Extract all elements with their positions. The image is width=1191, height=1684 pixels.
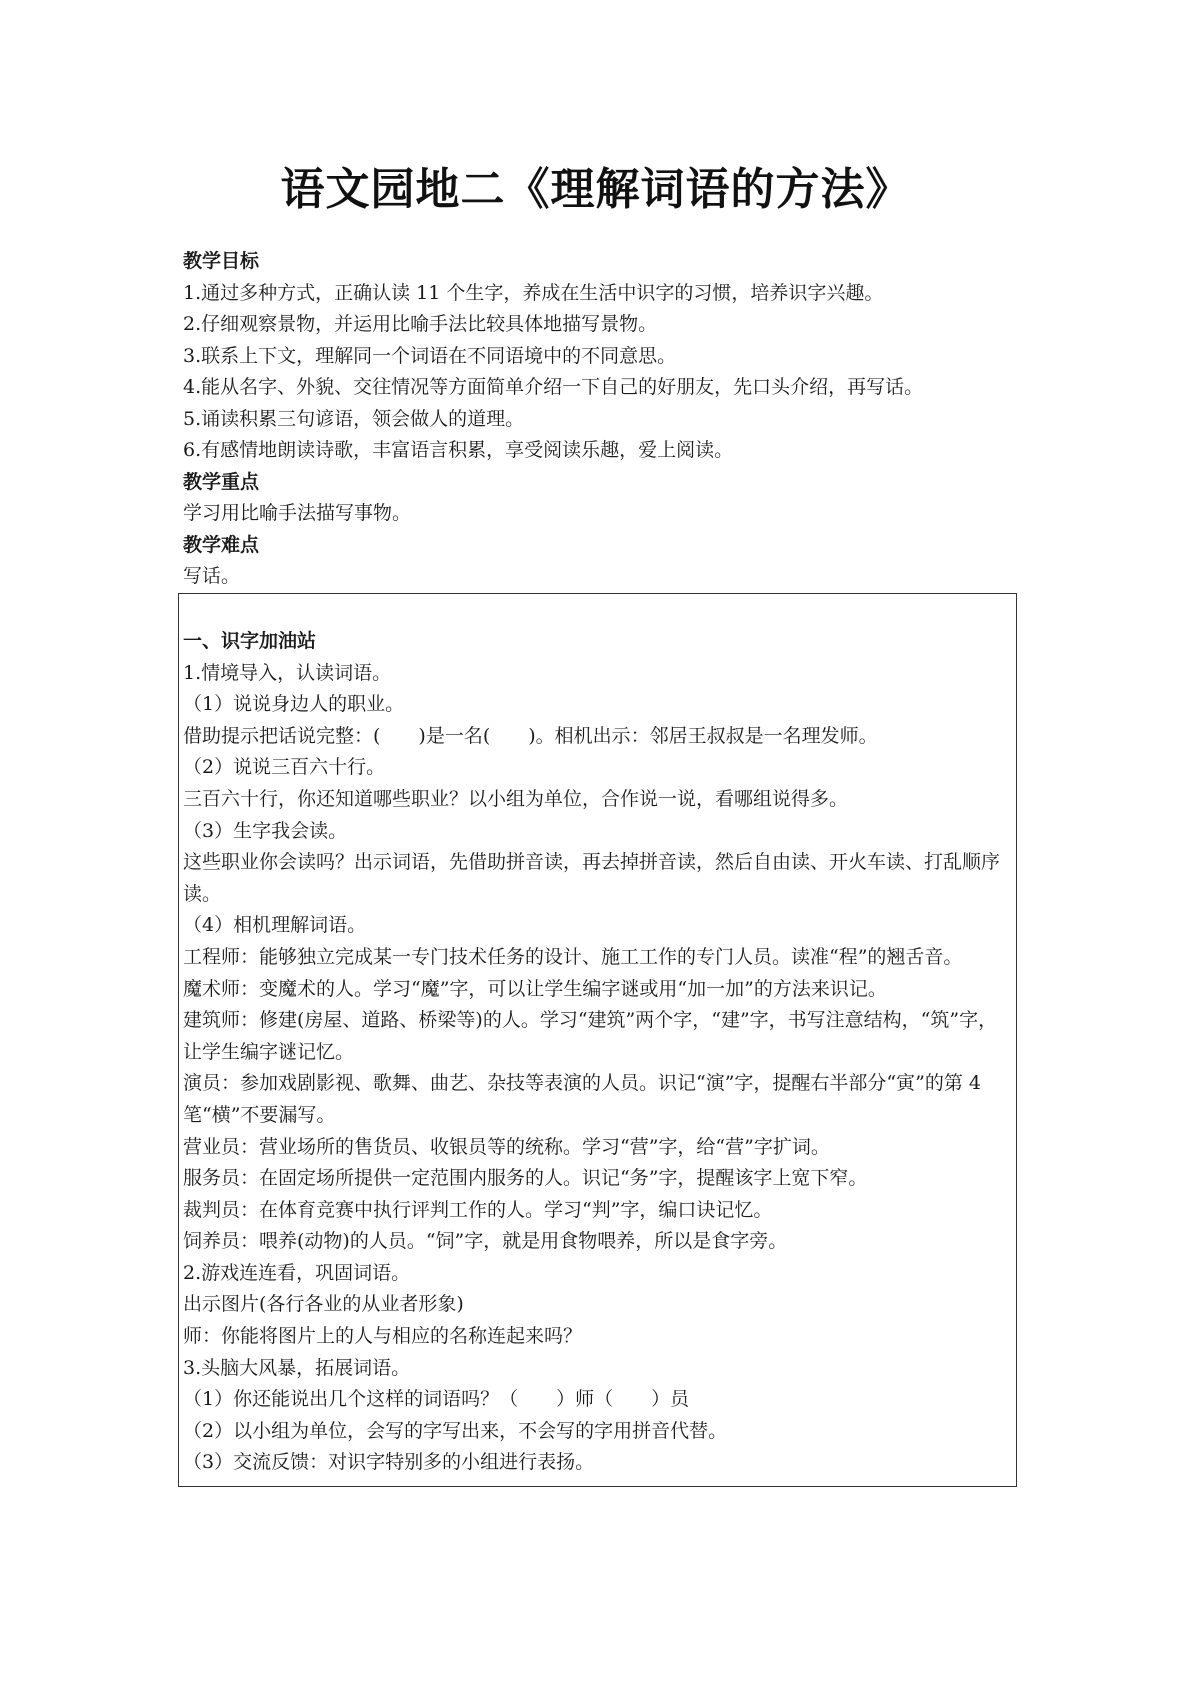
box-line: 三百六十行，你还知道哪些职业？以小组为单位，合作说一说，看哪组说得多。 (183, 787, 849, 810)
goal-item: 1.通过多种方式，正确认读 11 个生字，养成在生活中识字的习惯，培养识字兴趣。 (183, 281, 884, 304)
box-line: （1）你还能说出几个这样的词语吗？（ ）师（ ）员 (183, 1388, 690, 1411)
box-line: 师：你能将图片上的人与相应的名称连起来吗？ (183, 1325, 583, 1348)
box-line: 裁判员：在体育竞赛中执行评判工作的人。学习“判”字，编口诀记忆。 (183, 1198, 773, 1221)
box-line: 魔术师：变魔术的人。学习“魔”字，可以让学生编字谜或用“加一加”的方法来识记。 (183, 977, 887, 1000)
box-line: 营业员：营业场所的售货员、收银员等的统称。学习“营”字，给“营”字扩词。 (183, 1135, 830, 1158)
document-title: 语文园地二《理解词语的方法》 (280, 164, 911, 215)
box-line: （2）以小组为单位，会写的字写出来，不会写的字用拼音代替。 (183, 1419, 728, 1442)
goal-item: 4.能从名字、外貌、交往情况等方面简单介绍一下自己的好朋友，先口头介绍，再写话。 (183, 376, 924, 398)
box-line: （3）交流反馈：对识字特别多的小组进行表扬。 (183, 1451, 595, 1474)
lesson-content (183, 626, 1013, 1479)
box-line: （2）说说三百六十行。 (183, 756, 386, 779)
lesson-content-box (178, 593, 1017, 1487)
box-line: （4）相机理解词语。 (183, 914, 367, 937)
box-line: 服务员：在固定场所提供一定范围内服务的人。识记“务”字，提醒该字上宽下窄。 (183, 1167, 868, 1190)
teaching-goals-section (183, 246, 1043, 593)
difficulty-text: 写话。 (183, 565, 241, 587)
key-point-heading: 教学重点 (183, 470, 260, 493)
box-line: 饲养员：喂养(动物)的人员。“饲”字，就是用食物喂养，所以是食字旁。 (183, 1230, 788, 1253)
goals-heading: 教学目标 (183, 250, 260, 272)
box-line: 3.头脑大风暴，拓展词语。 (183, 1356, 411, 1379)
box-line: 2.游戏连连看，巩固词语。 (183, 1261, 411, 1284)
box-line: 这些职业你会读吗？出示词语，先借助拼音读，再去掉拼音读，然后自由读、开火车读、打乱顺序读。 (183, 851, 1001, 905)
box-line: 借助提示把话说完整：( )是一名( )。相机出示：邻居王叔叔是一名理发师。 (183, 724, 878, 747)
box-line: （3）生字我会读。 (183, 819, 348, 842)
goal-item: 5.诵读积累三句谚语，领会做人的道理。 (183, 407, 525, 430)
box-line: 工程师：能够独立完成某一专门技术任务的设计、施工工作的专门人员。读准“程”的翘舌音。 (183, 945, 963, 968)
difficulty-heading: 教学难点 (183, 533, 260, 556)
box-line: （1）说说身边人的职业。 (183, 693, 405, 716)
goal-item: 6.有感情地朗读诗歌，丰富语言积累，享受阅读乐趣，爱上阅读。 (183, 439, 734, 461)
goal-item: 3.联系上下文，理解同一个词语在不同语境中的不同意思。 (183, 344, 677, 367)
box-line: 出示图片(各行各业的从业者形象) (183, 1293, 464, 1316)
box-line: 演员：参加戏剧影视、歌舞、曲艺、杂技等表演的人员。识记“演”字，提醒右半部分“寅”的第 4 笔“横”不要漏写。 (183, 1072, 981, 1126)
box-heading: 一、识字加油站 (183, 630, 317, 652)
box-line: 建筑师：修建(房屋、道路、桥梁等)的人。学习“建筑”两个字，“建”字，书写注意结构，“筑”字，让学生编字谜记忆。 (183, 1009, 998, 1063)
goal-item: 2.仔细观察景物，并运用比喻手法比较具体地描写景物。 (183, 313, 658, 335)
key-point-text: 学习用比喻手法描写事物。 (183, 502, 412, 524)
box-line: 1.情境导入，认读词语。 (183, 661, 392, 684)
